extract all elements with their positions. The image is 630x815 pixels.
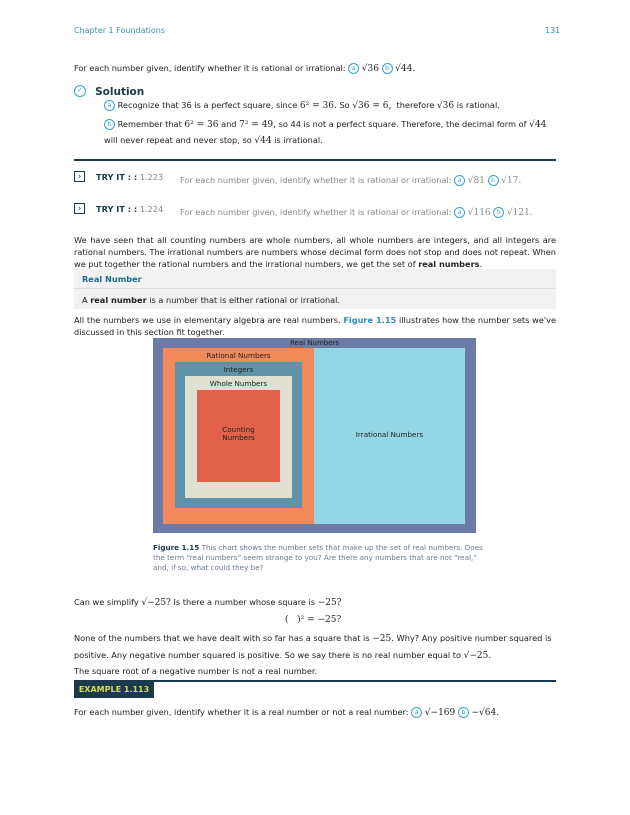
chapter-header: Chapter 1 Foundations (74, 26, 165, 35)
option-a-marker: a (348, 63, 359, 74)
try-it-1-label: TRY IT : : 1.223 (96, 172, 164, 182)
paragraph-real-numbers: We have seen that all counting numbers are whole numbers, all whole numbers are integers, and all integers are rational numbers. The irrational numbers are numbers whose decimal form does not stop and does not repeat. When we put together the rational numbers and the irrational numbers, we get the set of real numbers. (74, 235, 556, 269)
try-it-1-question: For each number given, identify whether it is rational or irrational: a √81 b √17. (180, 175, 522, 186)
integers-box: Integers Whole Numbers Counting Numbers (175, 362, 302, 508)
section-divider (74, 159, 556, 161)
paragraph-no-real-square-2: positive. Any negative number squared is positive. So we say there is no real number equal to √−25. (74, 650, 492, 661)
definition-text: A real number is a number that is either rational or irrational. (82, 295, 341, 305)
example-label: EXAMPLE 1.113 (74, 682, 154, 698)
question-simplify: Can we simplify √−25? Is there a number whose square is −25? (74, 597, 342, 608)
paragraph-figure-ref: All the numbers we use in elementary algebra are real numbers. Figure 1.15 illustrates how the number sets we've discussed in this section fit together. (74, 315, 556, 337)
solution-a: a Recognize that 36 is a perfect square, since 6² = 36. So √36 = 6, therefore √36 is rational. (104, 99, 500, 112)
definition-title: Real Number (82, 274, 142, 284)
chevron-right-icon[interactable]: › (74, 171, 85, 182)
figure-caption: Figure 1.15 This chart shows the number sets that make up the set of real numbers. Does the term “real numbers” seem strange to you? Are there any numbers that are not “real,” and, if so, what could they be? (153, 543, 483, 572)
intro-question: For each number given, identify whether it is rational or irrational: a √36 b √44. (74, 63, 416, 74)
counting-box: Counting Numbers (197, 390, 280, 482)
try-it-2-question: For each number given, identify whether it is rational or irrational: a √116 b √121. (180, 207, 533, 218)
paragraph-no-real-square: None of the numbers that we have dealt with so far has a square that is −25. Why? Any positive number squared is (74, 633, 552, 644)
real-numbers-diagram: Real Numbers Irrational Numbers Rational Numbers Integers Whole Numbers Counting Numbers (153, 338, 476, 533)
solution-b: b Remember that 6² = 36 and 7² = 49, so 44 is not a perfect square. Therefore, the decimal form of √44 (104, 118, 546, 131)
page-number: 131 (545, 26, 561, 35)
option-b-marker: b (382, 63, 393, 74)
example-question: For each number given, identify whether it is a real number or not a real number: a √−169 b −√64. (74, 707, 500, 718)
rational-box: Rational Numbers Integers Whole Numbers Counting Numbers (163, 348, 314, 524)
solution-b-line2: will never repeat and never stop, so √44 is irrational. (104, 135, 323, 146)
check-icon: ✓ (74, 85, 86, 97)
equation: ( )² = −25? (285, 615, 342, 625)
chevron-right-icon[interactable]: › (74, 203, 85, 214)
whole-box: Whole Numbers Counting Numbers (185, 376, 292, 498)
irrational-box: Irrational Numbers (314, 348, 465, 524)
solution-header: ✓ Solution (74, 80, 144, 99)
paragraph-conclusion: The square root of a negative number is not a real number. (74, 666, 318, 676)
figure-link[interactable]: Figure 1.15 (343, 315, 397, 325)
try-it-2-label: TRY IT : : 1.224 (96, 204, 164, 214)
definition-box (74, 269, 556, 309)
